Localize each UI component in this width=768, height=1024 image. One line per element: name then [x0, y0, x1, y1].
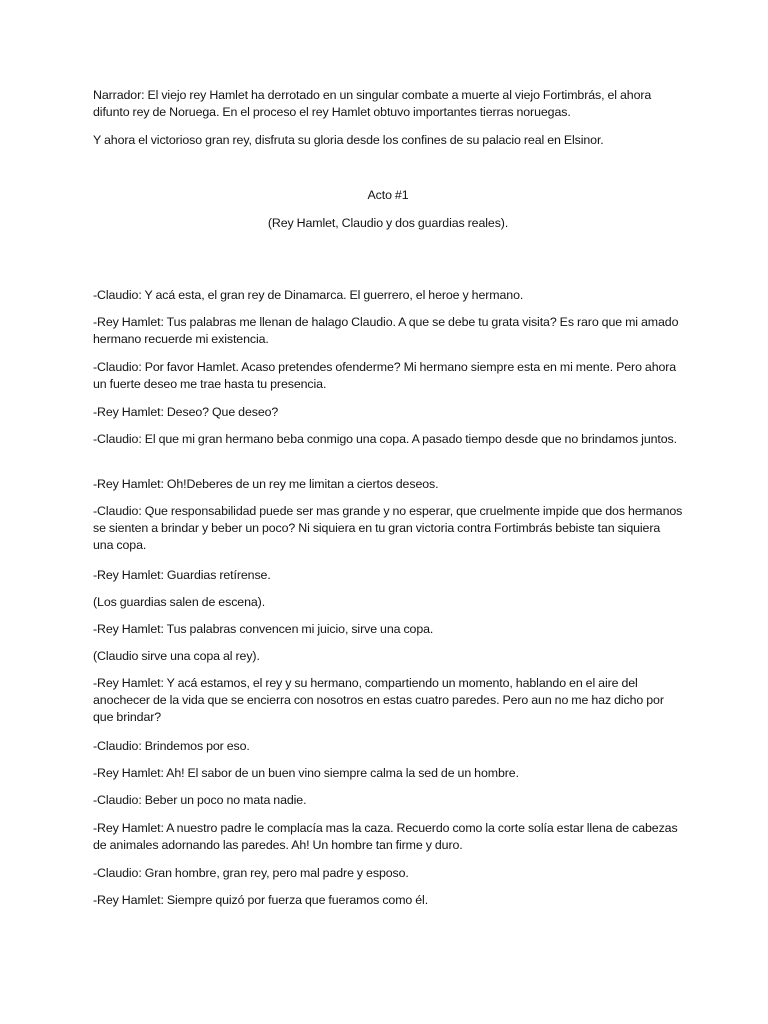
dialogue-line: -Rey Hamlet: Siempre quizó por fuerza que fueramos como él.: [93, 893, 429, 907]
dialogue-line: -Claudio: Y acá esta, el gran rey de Dinamarca. El guerrero, el heroe y hermano.: [93, 288, 524, 302]
dialogue-line: -Claudio: Brindemos por eso.: [93, 739, 250, 753]
dialogue-line: -Rey Hamlet: Oh!Deberes de un rey me limitan a ciertos deseos.: [93, 477, 439, 491]
dialogue-line: -Rey Hamlet: Tus palabras convencen mi juicio, sirve una copa.: [93, 622, 434, 636]
narrator-paragraph: Y ahora el victorioso gran rey, disfruta su gloria desde los confines de su palacio real en Elsinor.: [93, 133, 604, 147]
dialogue-line: -Claudio: El que mi gran hermano beba conmigo una copa. A pasado tiempo desde que no brindamos juntos.: [93, 432, 677, 446]
dialogue-line: -Rey Hamlet: Guardias retírense.: [93, 568, 271, 582]
dialogue-line: -Claudio: Por favor Hamlet. Acaso pretendes ofenderme? Mi hermano siempre esta en mi mente. Pero ahora un fuerte deseo me trae hasta tu presencia.: [93, 360, 677, 391]
dialogue-line: -Rey Hamlet: Y acá estamos, el rey y su hermano, compartiendo un momento, hablando en el aire del anochecer de la vida que se encierra con nosotros en estas cuatro paredes. Pero aun no me haz dicho por que brindar?: [93, 676, 664, 724]
narrator-paragraph: Narrador: El viejo rey Hamlet ha derrotado en un singular combate a muerte al viejo Fortimbrás, el ahora difunto rey de Noruega. En el proceso el rey Hamlet obtuvo importantes tierras noruegas.: [93, 88, 652, 119]
act-title: Acto #1: [367, 188, 409, 202]
dialogue-line: -Rey Hamlet: Deseo? Que deseo?: [93, 405, 279, 419]
dialogue-line: -Rey Hamlet: Ah! El sabor de un buen vino siempre calma la sed de un hombre.: [93, 766, 519, 780]
stage-direction: (Los guardias salen de escena).: [93, 595, 266, 609]
dialogue-line: -Rey Hamlet: Tus palabras me llenan de halago Claudio. A que se debe tu grata visita? Es raro que mi amado hermano recuerde mi existencia.: [93, 315, 679, 346]
stage-direction: (Claudio sirve una copa al rey).: [93, 649, 260, 663]
dialogue-line: -Claudio: Que responsabilidad puede ser mas grande y no esperar, que cruelmente impide que dos hermanos se sienten a brindar y beber un poco? Ni siquiera en tu gran victoria contra Fortimbrás bebiste tan siquiera una copa.: [93, 504, 683, 552]
dialogue-line: -Rey Hamlet: A nuestro padre le complacía mas la caza. Recuerdo como la corte solía estar llena de cabezas de animales adornando las paredes. Ah! Un hombre tan firme y duro.: [93, 821, 678, 852]
dialogue-line: -Claudio: Beber un poco no mata nadie.: [93, 793, 307, 807]
dialogue-line: -Claudio: Gran hombre, gran rey, pero mal padre y esposo.: [93, 866, 409, 880]
act-subtitle: (Rey Hamlet, Claudio y dos guardias reales).: [267, 216, 509, 230]
